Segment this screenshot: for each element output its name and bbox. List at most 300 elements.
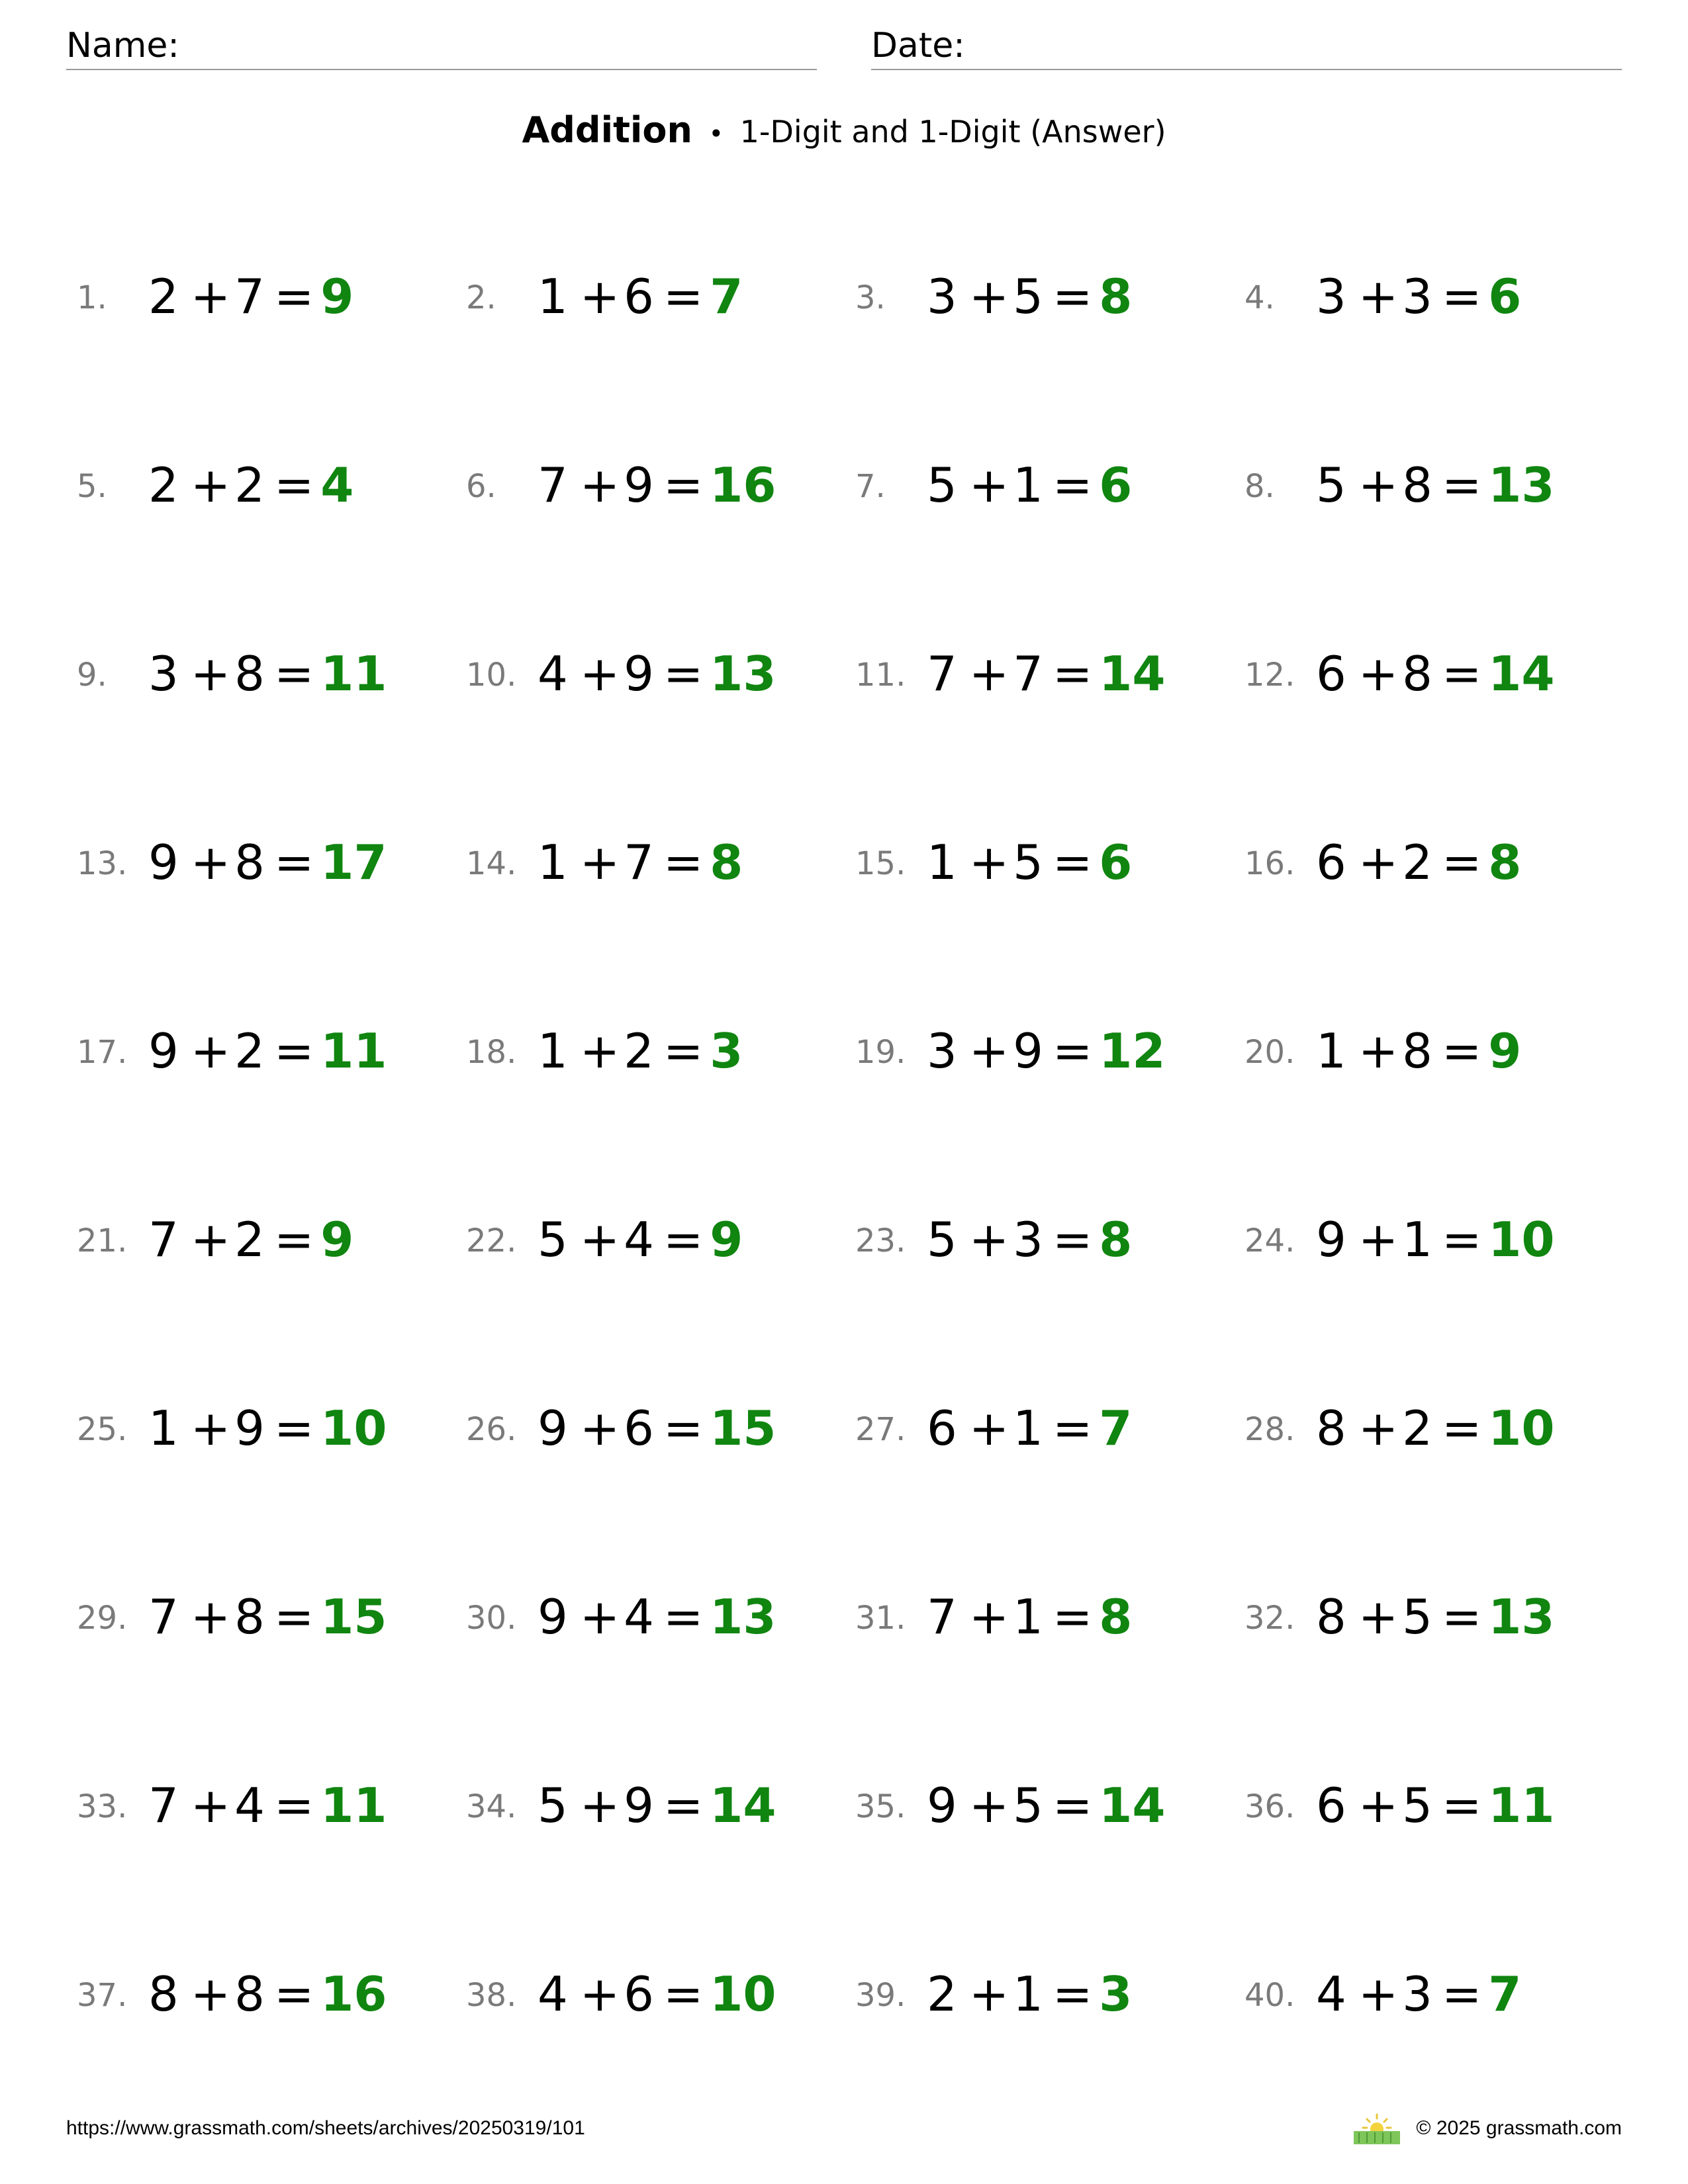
operand-b: 9 xyxy=(624,646,654,702)
answer: 7 xyxy=(1099,1400,1133,1456)
problem-number: 3. xyxy=(855,279,886,316)
operand-b: 2 xyxy=(1402,1400,1432,1456)
problem-number: 31. xyxy=(855,1600,906,1637)
plus-sign: + xyxy=(1358,1966,1399,2022)
equals-sign: = xyxy=(273,1589,314,1645)
plus-sign: + xyxy=(1358,1778,1399,1833)
problem-item xyxy=(66,629,455,817)
problem-number: 18. xyxy=(466,1034,517,1071)
problem-item xyxy=(455,629,845,817)
plus-sign: + xyxy=(579,1023,620,1079)
equation xyxy=(538,1396,776,1460)
problem-item xyxy=(845,817,1234,1006)
equation xyxy=(1316,1962,1521,2026)
operand-b: 5 xyxy=(1013,1778,1043,1833)
answer: 8 xyxy=(1099,269,1133,324)
answer: 9 xyxy=(320,269,354,324)
equation xyxy=(927,1774,1165,1837)
equals-sign: = xyxy=(273,1778,314,1833)
problem-number: 23. xyxy=(855,1222,906,1259)
plus-sign: + xyxy=(190,269,231,324)
operand-a: 2 xyxy=(148,457,179,513)
problem-item xyxy=(845,1006,1234,1195)
operand-a: 9 xyxy=(1316,1212,1346,1267)
grass-sun-icon xyxy=(1352,2113,1401,2144)
answer: 11 xyxy=(320,1778,387,1833)
operand-b: 2 xyxy=(1402,835,1432,890)
equals-sign: = xyxy=(663,1023,704,1079)
operand-b: 9 xyxy=(1013,1023,1043,1079)
equation xyxy=(538,831,743,894)
problem-item xyxy=(845,251,1234,440)
problem-number: 9. xyxy=(77,657,107,694)
equals-sign: = xyxy=(663,1778,704,1833)
problem-item xyxy=(1234,817,1623,1006)
answer: 14 xyxy=(1488,646,1555,702)
problem-item xyxy=(66,1760,455,1949)
operand-a: 3 xyxy=(1316,269,1346,324)
problem-item xyxy=(1234,1572,1623,1760)
equals-sign: = xyxy=(1441,1400,1482,1456)
operand-b: 2 xyxy=(234,457,265,513)
plus-sign: + xyxy=(968,269,1009,324)
equals-sign: = xyxy=(663,1400,704,1456)
plus-sign: + xyxy=(579,646,620,702)
problem-number: 5. xyxy=(77,468,107,505)
operand-a: 2 xyxy=(148,269,179,324)
equation xyxy=(927,642,1165,705)
equation xyxy=(148,1774,387,1837)
answer: 8 xyxy=(1099,1212,1133,1267)
plus-sign: + xyxy=(968,1400,1009,1456)
date-field[interactable] xyxy=(871,23,1622,70)
plus-sign: + xyxy=(968,1778,1009,1833)
operand-b: 8 xyxy=(1402,1023,1432,1079)
operand-a: 1 xyxy=(927,835,957,890)
equals-sign: = xyxy=(1441,835,1482,890)
operand-a: 9 xyxy=(538,1400,568,1456)
problem-number: 8. xyxy=(1244,468,1275,505)
equals-sign: = xyxy=(663,1212,704,1267)
operand-b: 1 xyxy=(1013,1966,1043,2022)
answer: 14 xyxy=(710,1778,776,1833)
equals-sign: = xyxy=(663,269,704,324)
problem-number: 24. xyxy=(1244,1222,1295,1259)
plus-sign: + xyxy=(190,1966,231,2022)
operand-b: 4 xyxy=(624,1589,654,1645)
operand-b: 1 xyxy=(1013,1400,1043,1456)
plus-sign: + xyxy=(968,457,1009,513)
answer: 6 xyxy=(1099,457,1133,513)
problem-item xyxy=(455,1572,845,1760)
operand-b: 6 xyxy=(624,1400,654,1456)
problem-number: 32. xyxy=(1244,1600,1295,1637)
operand-a: 5 xyxy=(927,457,957,513)
problem-item xyxy=(845,1760,1234,1949)
equation xyxy=(148,1585,387,1649)
answer: 15 xyxy=(320,1589,387,1645)
problem-number: 6. xyxy=(466,468,496,505)
operand-a: 5 xyxy=(927,1212,957,1267)
name-field[interactable] xyxy=(66,23,817,70)
answer: 16 xyxy=(710,457,776,513)
equals-sign: = xyxy=(663,457,704,513)
equals-sign: = xyxy=(1441,1212,1482,1267)
equation xyxy=(1316,265,1521,328)
problem-number: 19. xyxy=(855,1034,906,1071)
equals-sign: = xyxy=(1052,457,1093,513)
equation xyxy=(927,1962,1132,2026)
plus-sign: + xyxy=(190,1023,231,1079)
equation xyxy=(148,642,387,705)
operand-b: 8 xyxy=(234,1589,265,1645)
answer: 6 xyxy=(1099,835,1133,890)
problem-item xyxy=(66,1949,455,2138)
operand-a: 8 xyxy=(148,1966,179,2022)
problem-number: 33. xyxy=(77,1788,128,1825)
plus-sign: + xyxy=(1358,1023,1399,1079)
equation xyxy=(148,265,353,328)
operand-b: 9 xyxy=(234,1400,265,1456)
problem-item xyxy=(845,440,1234,629)
operand-a: 7 xyxy=(927,1589,957,1645)
problem-number: 40. xyxy=(1244,1977,1295,2014)
answer: 3 xyxy=(1099,1966,1133,2022)
equation xyxy=(927,1019,1165,1083)
answer: 4 xyxy=(320,457,354,513)
operand-a: 1 xyxy=(1316,1023,1346,1079)
plus-sign: + xyxy=(579,1212,620,1267)
problem-item xyxy=(845,1949,1234,2138)
operand-b: 2 xyxy=(234,1023,265,1079)
equation xyxy=(1316,453,1554,517)
equals-sign: = xyxy=(1052,269,1093,324)
answer: 11 xyxy=(320,646,387,702)
problem-item xyxy=(455,1383,845,1572)
operand-b: 9 xyxy=(624,1778,654,1833)
operand-a: 7 xyxy=(927,646,957,702)
operand-a: 7 xyxy=(148,1212,179,1267)
problem-number: 17. xyxy=(77,1034,128,1071)
problem-number: 36. xyxy=(1244,1788,1295,1825)
answer: 8 xyxy=(710,835,743,890)
answer: 11 xyxy=(1488,1778,1555,1833)
equals-sign: = xyxy=(273,1966,314,2022)
operand-a: 6 xyxy=(927,1400,957,1456)
answer: 14 xyxy=(1099,646,1166,702)
plus-sign: + xyxy=(1358,835,1399,890)
problem-item xyxy=(845,629,1234,817)
problem-item xyxy=(1234,1195,1623,1383)
problem-item xyxy=(455,817,845,1006)
plus-sign: + xyxy=(579,1589,620,1645)
operand-a: 7 xyxy=(148,1778,179,1833)
problem-number: 7. xyxy=(855,468,886,505)
operand-b: 2 xyxy=(624,1023,654,1079)
answer: 9 xyxy=(320,1212,354,1267)
plus-sign: + xyxy=(968,1023,1009,1079)
plus-sign: + xyxy=(190,1212,231,1267)
footer-brand xyxy=(1352,2113,1622,2144)
operand-a: 3 xyxy=(927,1023,957,1079)
operand-b: 7 xyxy=(234,269,265,324)
problem-number: 4. xyxy=(1244,279,1275,316)
title-main: Addition xyxy=(522,109,692,151)
plus-sign: + xyxy=(1358,269,1399,324)
operand-a: 9 xyxy=(927,1778,957,1833)
operand-b: 3 xyxy=(1402,269,1432,324)
equals-sign: = xyxy=(1052,1966,1093,2022)
operand-b: 6 xyxy=(624,269,654,324)
title-subtitle: 1-Digit and 1-Digit (Answer) xyxy=(739,114,1166,150)
problem-item xyxy=(455,1760,845,1949)
equation xyxy=(538,1962,776,2026)
equals-sign: = xyxy=(1441,1023,1482,1079)
equation xyxy=(148,1019,387,1083)
problem-number: 37. xyxy=(77,1977,128,2014)
answer: 8 xyxy=(1488,835,1522,890)
answer: 9 xyxy=(710,1212,743,1267)
problem-item xyxy=(455,251,845,440)
operand-a: 4 xyxy=(1316,1966,1346,2022)
equation xyxy=(538,265,743,328)
plus-sign: + xyxy=(968,835,1009,890)
operand-a: 6 xyxy=(1316,835,1346,890)
operand-a: 9 xyxy=(148,1023,179,1079)
plus-sign: + xyxy=(968,646,1009,702)
plus-sign: + xyxy=(579,835,620,890)
problem-item xyxy=(66,1195,455,1383)
problem-item xyxy=(845,1383,1234,1572)
equals-sign: = xyxy=(1052,1589,1093,1645)
operand-a: 4 xyxy=(538,1966,568,2022)
operand-a: 7 xyxy=(538,457,568,513)
operand-b: 7 xyxy=(1013,646,1043,702)
operand-a: 5 xyxy=(538,1212,568,1267)
problem-item xyxy=(66,817,455,1006)
operand-a: 9 xyxy=(538,1589,568,1645)
equation xyxy=(148,831,387,894)
equals-sign: = xyxy=(273,457,314,513)
equals-sign: = xyxy=(1052,835,1093,890)
equals-sign: = xyxy=(663,1966,704,2022)
plus-sign: + xyxy=(190,1589,231,1645)
answer: 7 xyxy=(710,269,743,324)
answer: 13 xyxy=(710,646,776,702)
problem-number: 10. xyxy=(466,657,517,694)
equals-sign: = xyxy=(273,269,314,324)
operand-a: 2 xyxy=(927,1966,957,2022)
problem-number: 30. xyxy=(466,1600,517,1637)
equals-sign: = xyxy=(1441,646,1482,702)
equals-sign: = xyxy=(1441,1778,1482,1833)
footer-copyright: © 2025 grassmath.com xyxy=(1416,2117,1622,2139)
equals-sign: = xyxy=(273,646,314,702)
answer: 6 xyxy=(1488,269,1522,324)
problem-number: 20. xyxy=(1244,1034,1295,1071)
operand-b: 2 xyxy=(234,1212,265,1267)
operand-a: 6 xyxy=(1316,1778,1346,1833)
equals-sign: = xyxy=(1441,457,1482,513)
name-label: Name: xyxy=(66,26,179,66)
problem-number: 28. xyxy=(1244,1411,1295,1448)
equals-sign: = xyxy=(1052,1212,1093,1267)
problem-item xyxy=(455,440,845,629)
plus-sign: + xyxy=(968,1966,1009,2022)
equation xyxy=(1316,1585,1554,1649)
problem-item xyxy=(1234,1949,1623,2138)
operand-b: 3 xyxy=(1013,1212,1043,1267)
problem-number: 15. xyxy=(855,845,906,882)
equals-sign: = xyxy=(663,835,704,890)
plus-sign: + xyxy=(579,1966,620,2022)
operand-a: 1 xyxy=(538,269,568,324)
plus-sign: + xyxy=(1358,1589,1399,1645)
equation xyxy=(927,453,1132,517)
operand-a: 6 xyxy=(1316,646,1346,702)
operand-b: 7 xyxy=(624,835,654,890)
answer: 10 xyxy=(1488,1400,1555,1456)
date-label: Date: xyxy=(871,26,965,66)
operand-a: 4 xyxy=(538,646,568,702)
equation xyxy=(927,1208,1132,1271)
equation xyxy=(538,1208,743,1271)
equals-sign: = xyxy=(663,646,704,702)
operand-b: 8 xyxy=(1402,457,1432,513)
operand-a: 3 xyxy=(927,269,957,324)
operand-b: 4 xyxy=(234,1778,265,1833)
operand-b: 8 xyxy=(1402,646,1432,702)
problem-item xyxy=(1234,1760,1623,1949)
operand-b: 5 xyxy=(1013,835,1043,890)
equation xyxy=(1316,1208,1554,1271)
answer: 13 xyxy=(1488,1589,1555,1645)
equals-sign: = xyxy=(273,1023,314,1079)
answer: 3 xyxy=(710,1023,743,1079)
operand-a: 8 xyxy=(1316,1589,1346,1645)
answer: 10 xyxy=(1488,1212,1555,1267)
operand-b: 1 xyxy=(1013,1589,1043,1645)
operand-b: 1 xyxy=(1013,457,1043,513)
operand-b: 4 xyxy=(624,1212,654,1267)
equals-sign: = xyxy=(663,1589,704,1645)
problem-number: 35. xyxy=(855,1788,906,1825)
equation xyxy=(1316,1774,1554,1837)
equals-sign: = xyxy=(1052,646,1093,702)
operand-b: 8 xyxy=(234,835,265,890)
problem-number: 34. xyxy=(466,1788,517,1825)
operand-a: 8 xyxy=(1316,1400,1346,1456)
operand-b: 3 xyxy=(1402,1966,1432,2022)
operand-b: 5 xyxy=(1013,269,1043,324)
equation xyxy=(1316,831,1521,894)
equation xyxy=(927,1396,1132,1460)
problem-number: 39. xyxy=(855,1977,906,2014)
problem-item xyxy=(845,1572,1234,1760)
equation xyxy=(1316,1019,1521,1083)
answer: 9 xyxy=(1488,1023,1522,1079)
problem-item xyxy=(66,1006,455,1195)
problem-item xyxy=(455,1006,845,1195)
equation xyxy=(927,1585,1132,1649)
equals-sign: = xyxy=(273,1212,314,1267)
problem-number: 2. xyxy=(466,279,496,316)
problem-number: 21. xyxy=(77,1222,128,1259)
title-separator: • xyxy=(708,119,724,148)
operand-a: 5 xyxy=(538,1778,568,1833)
plus-sign: + xyxy=(579,1400,620,1456)
answer: 16 xyxy=(320,1966,387,2022)
operand-a: 7 xyxy=(148,1589,179,1645)
footer-url[interactable]: https://www.grassmath.com/sheets/archives/20250319/101 xyxy=(66,2117,585,2139)
equation xyxy=(148,1962,387,2026)
operand-a: 5 xyxy=(1316,457,1346,513)
operand-b: 9 xyxy=(624,457,654,513)
equals-sign: = xyxy=(1052,1023,1093,1079)
problem-number: 38. xyxy=(466,1977,517,2014)
equation xyxy=(538,642,776,705)
answer: 11 xyxy=(320,1023,387,1079)
plus-sign: + xyxy=(190,835,231,890)
problem-item xyxy=(1234,1006,1623,1195)
answer: 8 xyxy=(1099,1589,1133,1645)
problem-item xyxy=(66,251,455,440)
problem-item xyxy=(66,1383,455,1572)
problem-grid xyxy=(66,251,1622,2138)
equation xyxy=(148,1208,353,1271)
plus-sign: + xyxy=(190,1778,231,1833)
plus-sign: + xyxy=(1358,1212,1399,1267)
plus-sign: + xyxy=(1358,646,1399,702)
answer: 17 xyxy=(320,835,387,890)
problem-item xyxy=(455,1195,845,1383)
plus-sign: + xyxy=(190,646,231,702)
operand-b: 6 xyxy=(624,1966,654,2022)
problem-number: 11. xyxy=(855,657,906,694)
plus-sign: + xyxy=(1358,1400,1399,1456)
operand-b: 8 xyxy=(234,646,265,702)
problem-item xyxy=(66,440,455,629)
equation xyxy=(1316,1396,1554,1460)
answer: 12 xyxy=(1099,1023,1166,1079)
plus-sign: + xyxy=(579,269,620,324)
plus-sign: + xyxy=(579,1778,620,1833)
problem-number: 12. xyxy=(1244,657,1295,694)
plus-sign: + xyxy=(190,1400,231,1456)
problem-number: 26. xyxy=(466,1411,517,1448)
answer: 13 xyxy=(710,1589,776,1645)
equation xyxy=(927,265,1132,328)
problem-number: 22. xyxy=(466,1222,517,1259)
plus-sign: + xyxy=(190,457,231,513)
answer: 13 xyxy=(1488,457,1555,513)
equals-sign: = xyxy=(1052,1400,1093,1456)
answer: 14 xyxy=(1099,1778,1166,1833)
problem-number: 25. xyxy=(77,1411,128,1448)
problem-item xyxy=(455,1949,845,2138)
plus-sign: + xyxy=(1358,457,1399,513)
operand-a: 1 xyxy=(148,1400,179,1456)
problem-number: 14. xyxy=(466,845,517,882)
equals-sign: = xyxy=(273,835,314,890)
equation xyxy=(148,1396,387,1460)
problem-item xyxy=(1234,629,1623,817)
operand-b: 5 xyxy=(1402,1778,1432,1833)
equation xyxy=(538,1774,776,1837)
problem-item xyxy=(66,1572,455,1760)
equals-sign: = xyxy=(1441,1589,1482,1645)
problem-number: 1. xyxy=(77,279,107,316)
